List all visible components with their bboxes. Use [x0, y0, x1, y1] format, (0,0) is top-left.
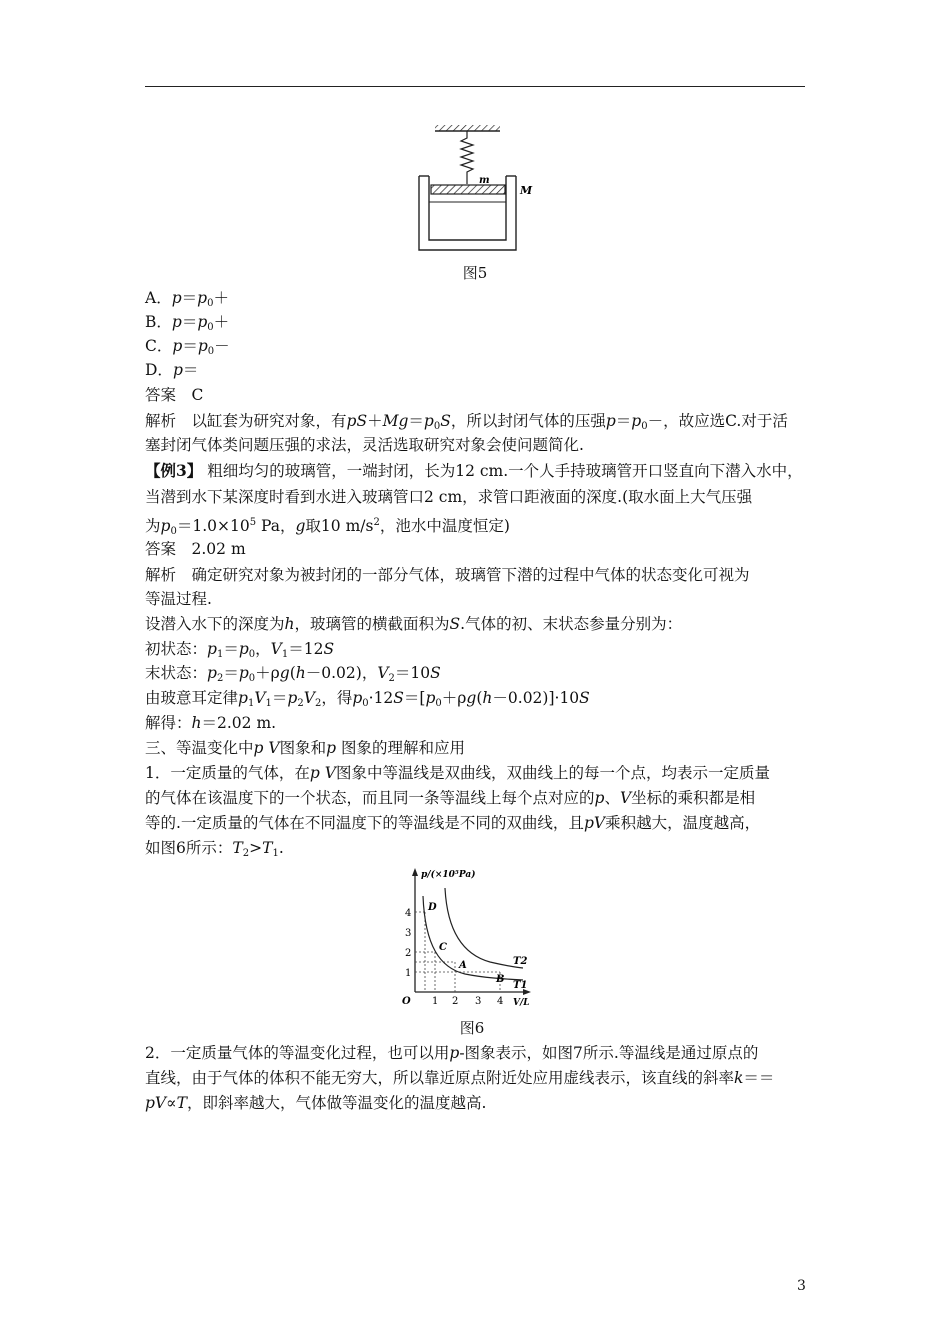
analysis-2-line-2: 等温过程.	[145, 590, 212, 608]
figure-6-pv-graph	[395, 866, 545, 1008]
analysis-2-line-1: 解析 确定研究对象为被封闭的一部分气体，玻璃管下潜的过程中气体的状态变化可视为	[145, 566, 750, 584]
fig6-xtick-2: 2	[452, 996, 459, 1007]
para-1-line-3: 等的.一定质量的气体在不同温度下的等温线是不同的双曲线，且pV乘积越大，温度越高，	[145, 814, 761, 832]
option-d: D．p＝	[145, 361, 199, 379]
option-a: A．$p=p_0+$	[145, 289, 229, 309]
fig6-point-d: D	[428, 902, 437, 913]
fig6-point-b: B	[496, 974, 505, 985]
para-1-line-4: 如图6所示：$T_2>T_1$.	[145, 839, 284, 859]
example-3-line-1: 【例3】 粗细均匀的玻璃管，一端封闭，长为12 cm.一个人手持玻璃管开口竖直向下潜入水中，	[145, 461, 803, 480]
initial-state: 初状态：$p_1=p_0$，$V_1=12S$	[145, 640, 335, 660]
fig6-curve-t1: T1	[513, 980, 528, 991]
example-3-line-2: 当潜到水下某深度时看到水进入玻璃管口2 cm，求管口距液面的深度.(取水面上大气压强	[145, 488, 753, 506]
para-2-line-1: 2．一定质量气体的等温变化过程，也可以用p-图象表示，如图7所示.等温线是通过原点的	[145, 1044, 759, 1062]
para-2-line-2: 直线，由于气体的体积不能无穷大，所以靠近原点附近处应用虚线表示，该直线的斜率k＝＝	[145, 1069, 775, 1087]
fig6-x-label: V/L	[513, 998, 530, 1008]
fig5-label-M: M	[520, 184, 533, 197]
fig6-ytick-2: 2	[405, 948, 412, 959]
analysis-2-line-3: 设潜入水下的深度为h，玻璃管的横截面积为S.气体的初、末状态参量分别为：	[145, 615, 683, 633]
fig5-label-m: m	[479, 175, 490, 186]
fig6-ytick-1: 1	[405, 968, 412, 979]
boyle-law-equation: 由玻意耳定律$p_1V_1=p_2V_2$，得$p_0\cdot 12S=[p_0+\rho g(h-0.02)]\cdot 10S$	[145, 689, 590, 709]
fig6-y-label: p/(×10⁵Pa)	[421, 870, 476, 880]
analysis-1-cont: 塞封闭气体类问题压强的求法，灵活选取研究对象会使问题简化.	[145, 436, 584, 454]
page-number: 3	[797, 1278, 806, 1294]
option-c: C．$p=p_0-$	[145, 337, 230, 357]
analysis-1: 解析 以缸套为研究对象，有$pS+Mg=p_0S$，所以封闭气体的压强$p=p_0-$，故应选C.对于活	[145, 412, 788, 432]
fig6-origin: O	[402, 996, 411, 1007]
answer-1: 答案 C	[145, 386, 204, 404]
fig6-point-c: C	[439, 942, 447, 953]
para-1-line-2: 的气体在该温度下的一个状态，而且同一条等温线上每个点对应的p、V坐标的乘积都是相	[145, 789, 756, 807]
fig6-point-a: A	[459, 960, 467, 971]
figure-5-cylinder-diagram	[405, 122, 545, 262]
fig6-xtick-3: 3	[475, 996, 482, 1007]
figure-5-caption: 图5	[462, 264, 488, 282]
header-rule	[145, 86, 805, 87]
example-3-line-3: 为$p_0=1.0\times 10^5$ Pa，g取10 $m/s^2$，池水中温度恒定)	[145, 517, 510, 537]
fig6-ytick-3: 3	[405, 928, 412, 939]
fig6-ytick-4: 4	[405, 908, 412, 919]
final-state: 末状态：$p_2=p_0+\rho g(h-0.02)$，$V_2=10S$	[145, 664, 441, 684]
fig6-xtick-4: 4	[497, 996, 504, 1007]
para-1-line-1: 1．一定质量的气体，在p V图象中等温线是双曲线，双曲线上的每一个点，均表示一定质量	[145, 764, 770, 782]
fig6-xtick-1: 1	[432, 996, 439, 1007]
option-b: B．$p=p_0+$	[145, 313, 230, 333]
figure-6-caption: 图6	[459, 1019, 485, 1037]
solution-result: 解得：h＝2.02 m.	[145, 714, 277, 732]
fig6-curve-t2: T2	[513, 956, 528, 967]
section-3-heading: 三、等温变化中p V图象和p 图象的理解和应用	[145, 739, 465, 757]
para-2-line-3: pV∝T，即斜率越大，气体做等温变化的温度越高.	[145, 1094, 487, 1112]
answer-2: 答案 2.02 m	[145, 540, 246, 558]
